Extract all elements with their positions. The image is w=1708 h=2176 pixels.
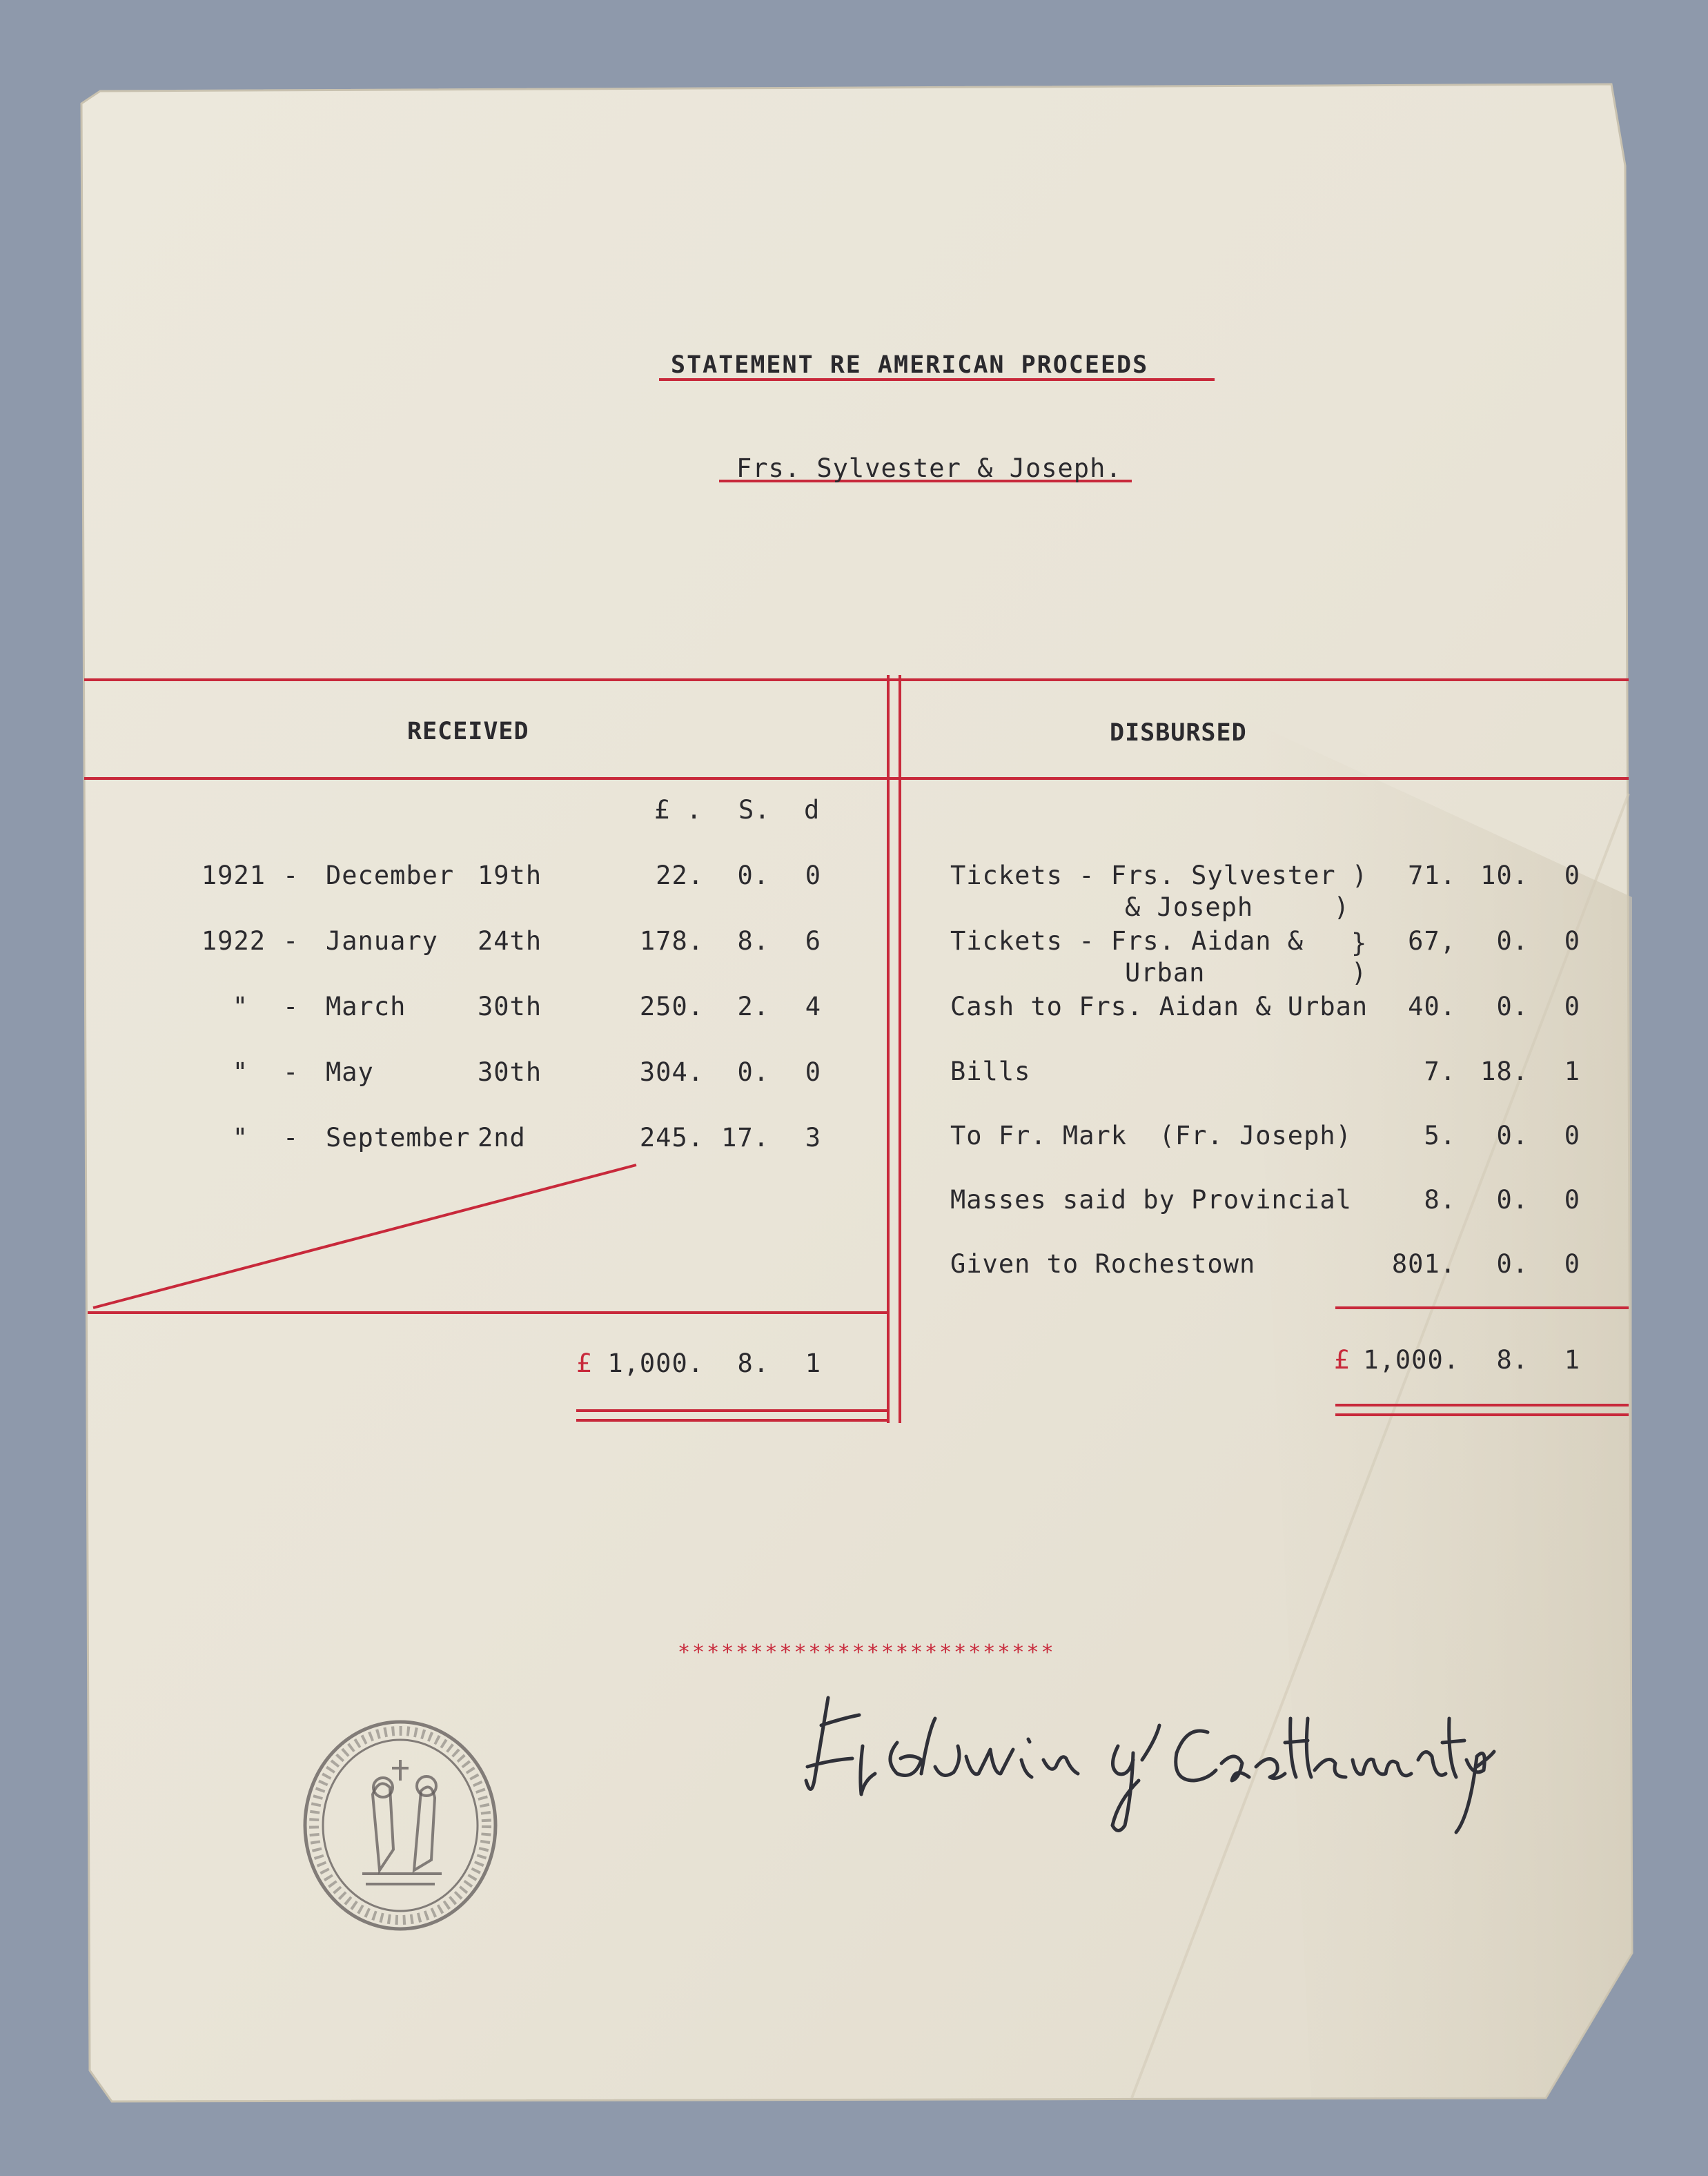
disbursed-heading: DISBURSED <box>1110 719 1247 747</box>
disbursed-shillings: 0. <box>1496 1121 1529 1150</box>
row-month: March <box>326 992 406 1021</box>
disbursed-pence: 0 <box>1564 926 1580 956</box>
row-day: 24th <box>478 926 542 956</box>
disbursed-pounds: 40. <box>1408 992 1456 1021</box>
disbursed-shillings: 0. <box>1496 926 1529 956</box>
row-pounds: 304. <box>639 1057 704 1087</box>
col-pence-header: d <box>804 795 821 825</box>
received-total-pounds: 1,000. <box>607 1349 704 1378</box>
row-pounds: 178. <box>639 926 704 956</box>
seal-stamp-icon <box>297 1712 504 1939</box>
disbursed-pence: 0 <box>1564 1185 1580 1215</box>
disbursed-shillings: 10. <box>1480 861 1529 890</box>
disbursed-total-currency: £ <box>1334 1345 1351 1375</box>
row-pounds: 250. <box>639 992 704 1021</box>
disbursed-shillings: 0. <box>1496 1185 1529 1215</box>
disbursed-pence: 0 <box>1564 1121 1580 1150</box>
disbursed-pounds: 801. <box>1391 1249 1456 1279</box>
row-pounds: 22. <box>656 861 704 890</box>
disbursed-pounds: 8. <box>1424 1185 1456 1215</box>
row-year: 1921 <box>201 861 266 890</box>
document-title: STATEMENT RE AMERICAN PROCEEDS <box>671 351 1149 379</box>
disbursed-desc: To Fr. Mark (Fr. Joseph) <box>950 1121 1352 1150</box>
disbursed-desc: Bills <box>950 1057 1031 1086</box>
disbursed-desc: Given to Rochestown <box>950 1249 1256 1279</box>
row-shillings: 0. <box>737 861 769 890</box>
disbursed-pence: 0 <box>1564 992 1580 1021</box>
disbursed-pounds: 7. <box>1424 1057 1456 1086</box>
disbursed-total-pounds: 1,000. <box>1363 1345 1460 1375</box>
row-dash: - <box>283 861 300 890</box>
row-shillings: 17. <box>721 1123 769 1153</box>
row-pence: 0 <box>805 861 821 890</box>
row-pence: 3 <box>805 1123 821 1153</box>
disbursed-pence: 0 <box>1564 1249 1580 1279</box>
row-day: 30th <box>478 1057 542 1087</box>
row-day: 30th <box>478 992 542 1021</box>
received-total-currency: £ <box>576 1349 593 1378</box>
row-dash: - <box>283 992 300 1021</box>
row-month: September <box>326 1123 471 1153</box>
row-month: December <box>326 861 455 890</box>
disbursed-bracket: } <box>1351 928 1368 958</box>
disbursed-pounds: 67, <box>1408 926 1456 956</box>
disbursed-desc: Tickets - Frs. Sylvester ) <box>950 861 1368 890</box>
row-year: " <box>232 1123 248 1153</box>
row-pence: 0 <box>805 1057 821 1087</box>
row-year: " <box>232 992 248 1021</box>
received-heading: RECEIVED <box>407 718 529 745</box>
received-diagonal-strike <box>93 1165 636 1308</box>
signature-handwritten <box>794 1677 1498 1843</box>
row-dash: - <box>283 1123 300 1153</box>
row-day: 19th <box>478 861 542 890</box>
disbursed-pounds: 71. <box>1408 861 1456 890</box>
disbursed-desc-line2: & Joseph ) <box>1125 892 1350 922</box>
disbursed-total-pence: 1 <box>1564 1345 1580 1375</box>
received-total-shillings: 8. <box>737 1349 769 1378</box>
disbursed-pence: 1 <box>1564 1057 1580 1086</box>
row-pounds: 245. <box>639 1123 704 1153</box>
disbursed-total-shillings: 8. <box>1496 1345 1529 1375</box>
received-total-pence: 1 <box>805 1349 821 1378</box>
row-pence: 6 <box>805 926 821 956</box>
disbursed-pounds: 5. <box>1424 1121 1456 1150</box>
document-subtitle: Frs. Sylvester & Joseph. <box>736 453 1122 483</box>
row-shillings: 8. <box>737 926 769 956</box>
disbursed-desc: Tickets - Frs. Aidan & <box>950 926 1304 956</box>
disbursed-desc: Masses said by Provincial <box>950 1185 1352 1215</box>
disbursed-pence: 0 <box>1564 861 1580 890</box>
disbursed-bracket-2: ) <box>1351 958 1368 988</box>
col-pounds-header: £ . <box>654 795 703 825</box>
disbursed-shillings: 18. <box>1480 1057 1529 1086</box>
col-shillings-header: S. <box>738 795 771 825</box>
row-month: May <box>326 1057 374 1087</box>
disbursed-shillings: 0. <box>1496 1249 1529 1279</box>
row-year: 1922 <box>201 926 266 956</box>
row-dash: - <box>283 1057 300 1087</box>
disbursed-shillings: 0. <box>1496 992 1529 1021</box>
asterisk-divider: ************************** <box>678 1640 1056 1665</box>
row-month: January <box>326 926 438 956</box>
row-shillings: 0. <box>737 1057 769 1087</box>
disbursed-desc-line2: Urban <box>1125 958 1206 988</box>
disbursed-desc: Cash to Frs. Aidan & Urban <box>950 992 1368 1021</box>
row-day: 2nd <box>478 1123 526 1153</box>
row-pence: 4 <box>805 992 821 1021</box>
row-shillings: 2. <box>737 992 769 1021</box>
row-year: " <box>232 1057 248 1087</box>
row-dash: - <box>283 926 300 956</box>
